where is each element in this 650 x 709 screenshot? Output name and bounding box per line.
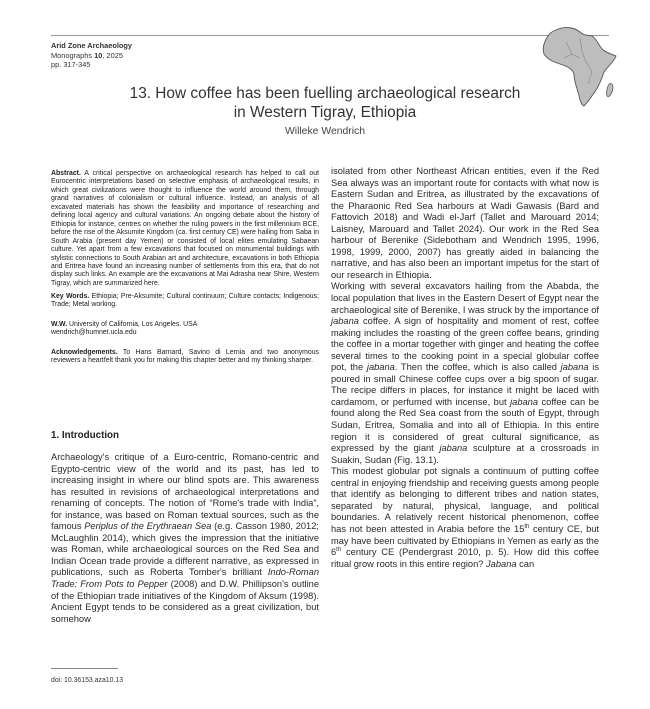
keywords-label: Key Words. bbox=[51, 293, 90, 300]
top-rule bbox=[51, 35, 609, 36]
chapter-title-line-1: 13. How coffee has been fuelling archaeological research bbox=[129, 85, 521, 102]
series-volume: Monographs 10, 2025 bbox=[51, 50, 123, 60]
abstract-label: Abstract. bbox=[51, 170, 81, 177]
doi[interactable]: doi: 10.36153.aza10.13 bbox=[51, 677, 124, 684]
author-name: Willeke Wendrich bbox=[284, 126, 366, 137]
abstract-text: A critical perspective on archaeological research has helped to call out Eurocentric interpretations based on selective emphasis of archaeological results, in which great civilizations were thought to influence the world around them, through grand narratives of colonialism or cultural influence. Instead, an analysis of all excavated materials has shown the feasibility and importance of researching and defining local agency and cultural variations. An ongoing debate about the history of Ethiopia for instance, centres on whether the ruling powers in the first millennium BCE, before the rise of the Aksumite Kingdom (ca. first century CE) were hailing from Saba in South Arabia (present day Yemen) or consisted of local elites emulating Sabaean culture. Yet apart from a few excavations that focused on monumental buildings with stylistic connections to South Arabian art and architecture, excavations in both Ethiopia and Eritrea have found an increasing number of settlements from this era, that do not display such links. An example are the excavations at Mai Adrasha near Shire, Western Tigray, which are summarized here. bbox=[51, 170, 319, 287]
acknowledgements bbox=[51, 349, 319, 366]
series-info bbox=[51, 41, 132, 70]
paragraph-jabana-coffee: Working with several excavators hailing from the Ababda, the local population that lives in the Eastern Desert of Egypt near the archaeological site of Berenike, I was struck by the importance of jabana coffee. A sign of hospitality and moment of rest, coffee making includes the roasting of the green coffee beans, grinding the coffee in a mortar together with ginger and heating the coffee several times to the cooking point in a special globular coffee pot, the jabana. Then the coffee, which is also called jabana is poured in small Chinese coffee cups over a big spoon of sugar. The recipe differs in places, for instance it might be laced with cardamom, or perfumed with incense, but jabana coffee can be found along the Red Sea coast from the south of Egypt, through Sudan, Eritrea, Somalia and into all of Ethiopia. In this entire region it is considered of great cultural significance, as expressed by the giant jabana sculpture at a crossroads in Suakin, Sudan (Fig. 13.1). bbox=[331, 281, 599, 465]
chapter-title-line-2: in Western Tigray, Ethiopia bbox=[233, 104, 417, 121]
paragraph-red-sea: isolated from other Northeast African entities, even if the Red Sea always was an important route for contacts with what now is Eastern Sudan and Eritrea, as illustrated by the excavations of the Pharaonic Red Sea harbours at Wadi Gawasis (Bard and Fattovich 2018) and Wadi el-Jarf (Tallet and Marouard 2014; Laisney, Marouard and Tallet 2024). Our work in the Red Sea harbour of Berenike (Sidebotham and Wendrich 1995, 1996, 1998, 1999, 2000, 2007) has greatly aided in balancing the narrative, and has also been an important impetus for the start of our research in Ethiopia. bbox=[331, 166, 599, 280]
keywords bbox=[51, 293, 319, 310]
acknowledgements-label: Acknowledgements. bbox=[51, 349, 118, 356]
affiliation-institution: University of California, Los Angeles. USA bbox=[69, 321, 198, 328]
paragraph-globular-pot: This modest globular pot signals a continuum of putting coffee central in enjoying friendship and receiving guests among people that identify as belonging to different tribes and nation states, separated by natural, physical, language, and political boundaries. A relatively recent historical phenomenon, coffee has not been attested in Arabia before the 15th century CE, but may have been cultivated by Ethiopians in Yemen as early as the 6th century CE (Pendergrast 2010, p. 5). How did this coffee ritual grow roots in this entire region? Jabana can bbox=[331, 466, 599, 569]
intro-paragraph-text: Archaeology's critique of a Euro-centric, Romano-centric and Egypto-centric view of the world and its past, has led to increasing insight in where our blind spots are. This awareness has resulted in revisions of archaeological interpretations and renaming of concepts. The notion of “Rome's trade with India”, for instance, was based on Roman textual sources, such as the famous Periplus of the Erythraean Sea (e.g. Casson 1980, 2012; McLaughlin 2014), which gives the impression that the initiative was Roman, while archaeological sources on the Red Sea and Indian Ocean trade provide a different narrative, as expressed in publications, such as Roberta Tomber's brilliant Indo-Roman Trade: From Pots to Pepper (2008) and D.W. Phillipson's outline of the Ethiopian trade initiatives of the Kingdom of Aksum (1998). Ancient Egypt tends to be considered as a great civilization, but somehow bbox=[51, 452, 319, 624]
chapter-title bbox=[90, 84, 560, 122]
footnote-rule bbox=[51, 668, 118, 669]
affiliation bbox=[51, 321, 319, 338]
abstract bbox=[51, 170, 319, 288]
intro-paragraph bbox=[51, 452, 319, 625]
section-heading: 1. Introduction bbox=[51, 430, 120, 441]
series-name: Arid Zone Archaeology bbox=[51, 41, 133, 50]
affiliation-initials: W.W. bbox=[51, 321, 68, 328]
acknowledgements-text: To Hans Barnard, Savino di Lernia and two anonymous reviewers a heartfelt thank you for making this chapter better and my thinking sharper. bbox=[51, 349, 319, 365]
keywords-text: Ethiopia; Pre-Aksumite; Cultural continuum; Culture contacts; Indigenous; Trade; Metal working. bbox=[51, 293, 319, 309]
affiliation-email[interactable]: wendrich@humnet.ucla.edu bbox=[51, 329, 137, 337]
series-pages: pp. 317-345 bbox=[51, 60, 91, 70]
right-column bbox=[331, 166, 599, 570]
